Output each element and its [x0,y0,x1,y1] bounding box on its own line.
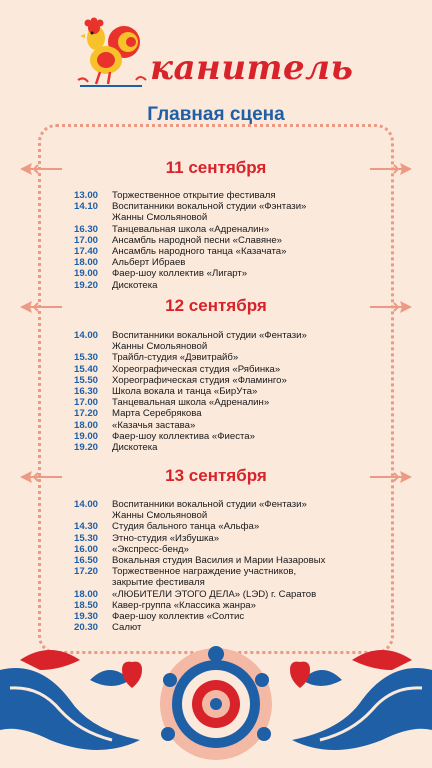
time: 16.00 [73,543,98,555]
event: Школа вокала и танца «БирУта» [112,386,258,398]
list-item [0,246,432,257]
time [0,341,112,352]
arrow-ornament-icon [368,299,414,315]
event: «Экспресс-бенд» [112,543,189,555]
list-item [0,622,432,633]
list-item [0,566,432,577]
list-item [0,611,432,622]
event: Жанны Смольяновой [112,341,208,353]
event: Танцевальная школа «Адреналин» [112,223,270,235]
event: закрытие фестиваля [112,577,205,589]
event: Дискотека [112,442,158,454]
list-item [0,212,432,223]
time: 14.30 [73,521,98,533]
list-item [0,408,432,419]
brand-name: канитель [150,48,354,88]
list-item [0,544,432,555]
time: 17.00 [73,397,98,409]
event: Хореографическая студия «Фламинго» [112,374,287,386]
time: 16.30 [73,223,98,235]
time: 17.40 [73,246,98,258]
time: 16.50 [73,555,98,567]
event: Этно-студия «Избушка» [112,532,220,544]
event: «Казачья застава» [112,419,196,431]
event: Жанны Смольяновой [112,212,208,224]
time [0,212,112,223]
event: Ансамбль народной песни «Славяне» [112,234,282,246]
list-item [0,510,432,521]
list-item [0,589,432,600]
list-item [0,420,432,431]
time: 18.00 [73,419,98,431]
event: Торжественное награждение участников, [112,566,297,578]
list-item [0,533,432,544]
event: Альберт Ибраев [112,257,186,269]
time: 18.00 [73,588,98,600]
list-item [0,201,432,212]
list-item [0,375,432,386]
flower-ornament-icon [0,640,432,768]
time: 15.30 [73,532,98,544]
event: Марта Серебрякова [112,408,202,420]
day-heading-1 [0,158,432,180]
time: 16.30 [73,386,98,398]
list-item [0,499,432,510]
list-item [0,341,432,352]
day-title: 12 сентября [165,296,267,315]
list-item [0,397,432,408]
event: Торжественное открытие фестиваля [112,190,276,201]
time: 14.00 [73,499,98,510]
event: Воспитанники вокальной студии «Фентази» [112,330,307,341]
time: 19.20 [73,279,98,291]
event: Трайбл-студия «Дэвитрайб» [112,352,239,364]
time: 17.20 [73,408,98,420]
list-item [0,431,432,442]
time: 17.00 [73,234,98,246]
schedule-day-3 [0,499,432,633]
event: Воспитанники вокальной студии «Фентази» [112,499,307,510]
list-item [0,268,432,279]
event: «ЛЮБИТЕЛИ ЭТОГО ДЕЛА» (LЭD) г. Саратов [112,588,317,600]
event: Ансамбль народного танца «Казачата» [112,246,287,258]
time: 14.10 [73,201,98,213]
time: 19.20 [73,442,98,454]
list-item [0,224,432,235]
header [0,0,432,100]
day-title: 11 сентября [165,158,267,177]
event: Фаер-шоу коллектива «Фиеста» [112,430,255,442]
time: 20.30 [73,622,98,634]
time: 15.50 [73,374,98,386]
event: Вокальная студия Василия и Марии Назаровых [112,555,326,567]
list-item [0,352,432,363]
event: Студия бального танца «Альфа» [112,521,260,533]
list-item [0,600,432,611]
list-item [0,577,432,588]
list-item [0,190,432,201]
event: Дискотека [112,279,158,291]
schedule-day-1 [0,190,432,291]
time: 18.00 [73,257,98,269]
event: Фаер-шоу коллектив «Солтис [112,611,245,623]
list-item [0,235,432,246]
event: Салют [112,622,142,634]
list-item [0,364,432,375]
day-title: 13 сентября [165,466,267,485]
event: Жанны Смольяновой [112,510,208,522]
event: Воспитанники вокальной студии «Фэнтази» [112,201,307,213]
time: 19.00 [73,430,98,442]
day-heading-3 [0,466,432,488]
event: Хореографическая студия «Рябинка» [112,363,281,375]
scene-title: Главная сцена [147,104,285,125]
time: 15.30 [73,352,98,364]
time: 18.50 [73,599,98,611]
time: 19.30 [73,611,98,623]
list-item [0,521,432,532]
time: 14.00 [73,330,98,341]
time [0,510,112,521]
list-item [0,330,432,341]
rooster-logo-icon [76,14,148,90]
arrow-ornament-icon [368,469,414,485]
time: 13.00 [73,190,98,201]
list-item [0,442,432,453]
list-item [0,555,432,566]
list-item [0,257,432,268]
list-item [0,386,432,397]
time: 15.40 [73,363,98,375]
schedule-day-2 [0,330,432,453]
time: 19.00 [73,268,98,280]
event: Фаер-шоу коллектив «Лигарт» [112,268,248,280]
event: Танцевальная школа «Адреналин» [112,397,270,409]
time [0,577,112,588]
list-item [0,280,432,291]
event: Кавер-группа «Классика жанра» [112,599,256,611]
day-heading-2 [0,296,432,318]
time: 17.20 [73,566,98,578]
arrow-ornament-icon [368,161,414,177]
